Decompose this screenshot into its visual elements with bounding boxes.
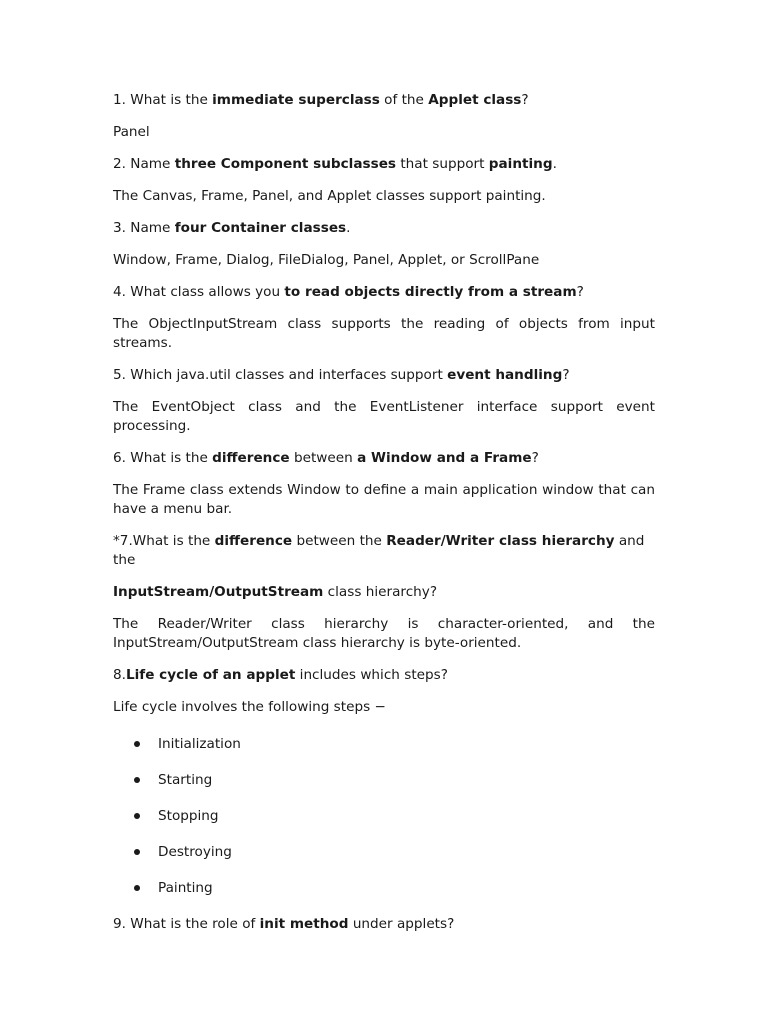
- answer-8: Life cycle involves the following steps −: [113, 699, 386, 715]
- question-3: 3. Name four Container classes.: [113, 220, 351, 236]
- lifecycle-steps-list: [113, 730, 655, 915]
- answer-5: The EventObject class and the EventListener interface support event processing.: [113, 399, 655, 434]
- list-item: Initialization: [113, 735, 655, 771]
- list-item: Painting: [113, 879, 655, 915]
- answer-2: The Canvas, Frame, Panel, and Applet classes support painting.: [113, 188, 546, 204]
- question-8: 8.Life cycle of an applet includes which steps?: [113, 667, 448, 683]
- question-5: 5. Which java.util classes and interfaces support event handling?: [113, 367, 570, 383]
- question-2: 2. Name three Component subclasses that support painting.: [113, 156, 557, 172]
- list-item: Destroying: [113, 843, 655, 879]
- bullet-icon: [134, 741, 140, 747]
- question-9: 9. What is the role of init method under applets?: [113, 916, 455, 932]
- bullet-icon: [134, 849, 140, 855]
- list-item: Stopping: [113, 807, 655, 843]
- list-item: Starting: [113, 771, 655, 807]
- question-4: 4. What class allows you to read objects directly from a stream?: [113, 284, 584, 300]
- bullet-icon: [134, 813, 140, 819]
- question-6: 6. What is the difference between a Window and a Frame?: [113, 450, 539, 466]
- answer-3: Window, Frame, Dialog, FileDialog, Panel, Applet, or ScrollPane: [113, 252, 540, 268]
- question-1: 1. What is the immediate superclass of the Applet class?: [113, 92, 529, 108]
- question-7-continuation: InputStream/OutputStream class hierarchy?: [113, 584, 438, 600]
- answer-1: Panel: [113, 124, 150, 140]
- answer-6: The Frame class extends Window to define a main application window that can have a menu bar.: [113, 482, 655, 517]
- answer-4: The ObjectInputStream class supports the reading of objects from input streams.: [113, 316, 655, 351]
- answer-7: The Reader/Writer class hierarchy is character-oriented, and the InputStream/OutputStream class hierarchy is byte-oriented.: [113, 616, 655, 651]
- bullet-icon: [134, 885, 140, 891]
- bullet-icon: [134, 777, 140, 783]
- question-7: *7.What is the difference between the Reader/Writer class hierarchy and the: [113, 533, 645, 568]
